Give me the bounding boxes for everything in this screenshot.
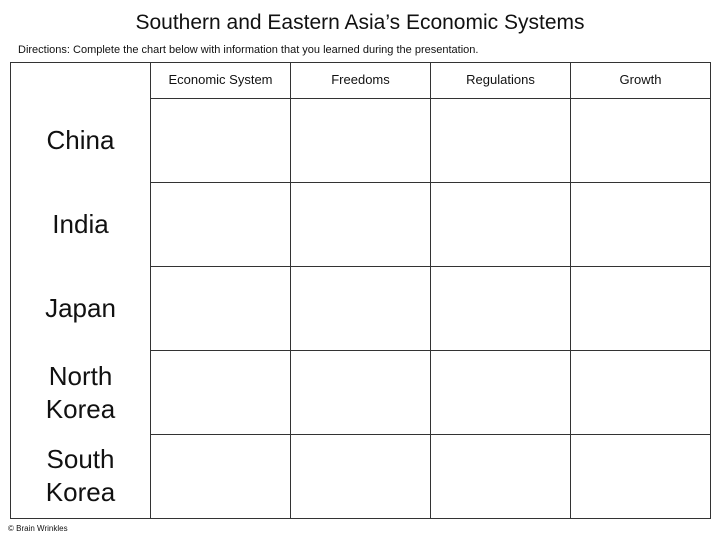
header-corner-cell (11, 63, 151, 99)
row-label-south-korea: South Korea (11, 435, 151, 519)
directions-label: Directions (18, 44, 67, 56)
answer-cell[interactable] (571, 99, 711, 183)
answer-cell[interactable] (151, 99, 291, 183)
answer-cell[interactable] (151, 435, 291, 519)
answer-cell[interactable] (431, 267, 571, 351)
answer-cell[interactable] (291, 267, 431, 351)
footer-brand: Brain Wrinkles (16, 524, 68, 533)
answer-cell[interactable] (571, 183, 711, 267)
worksheet-chart (10, 62, 711, 519)
column-header-freedoms: Freedoms (291, 63, 431, 99)
answer-cell[interactable] (291, 435, 431, 519)
row-label-china: China (11, 99, 151, 183)
column-header-regulations: Regulations (431, 63, 571, 99)
answer-cell[interactable] (431, 435, 571, 519)
answer-cell[interactable] (431, 351, 571, 435)
answer-cell[interactable] (291, 351, 431, 435)
row-label-india: India (11, 183, 151, 267)
answer-cell[interactable] (151, 267, 291, 351)
row-label-north-korea: North Korea (11, 351, 151, 435)
answer-cell[interactable] (571, 267, 711, 351)
answer-cell[interactable] (431, 183, 571, 267)
answer-cell[interactable] (151, 183, 291, 267)
answer-cell[interactable] (151, 351, 291, 435)
table-row (11, 351, 711, 435)
directions-text (18, 43, 478, 57)
table-row (11, 435, 711, 519)
answer-cell[interactable] (571, 435, 711, 519)
answer-cell[interactable] (571, 351, 711, 435)
column-header-economic-system: Economic System (151, 63, 291, 99)
page-title: Southern and Eastern Asia’s Economic Systems (135, 11, 585, 34)
column-header-growth: Growth (571, 63, 711, 99)
row-label-japan: Japan (11, 267, 151, 351)
table-row (11, 99, 711, 183)
header-row (11, 63, 711, 99)
table-row (11, 267, 711, 351)
directions-body: : Complete the chart below with information that you learned during the presentation. (66, 44, 479, 56)
answer-cell[interactable] (291, 183, 431, 267)
answer-cell[interactable] (291, 99, 431, 183)
copyright-icon: © (8, 524, 14, 533)
table-row (11, 183, 711, 267)
footer-credit (8, 524, 68, 534)
answer-cell[interactable] (431, 99, 571, 183)
